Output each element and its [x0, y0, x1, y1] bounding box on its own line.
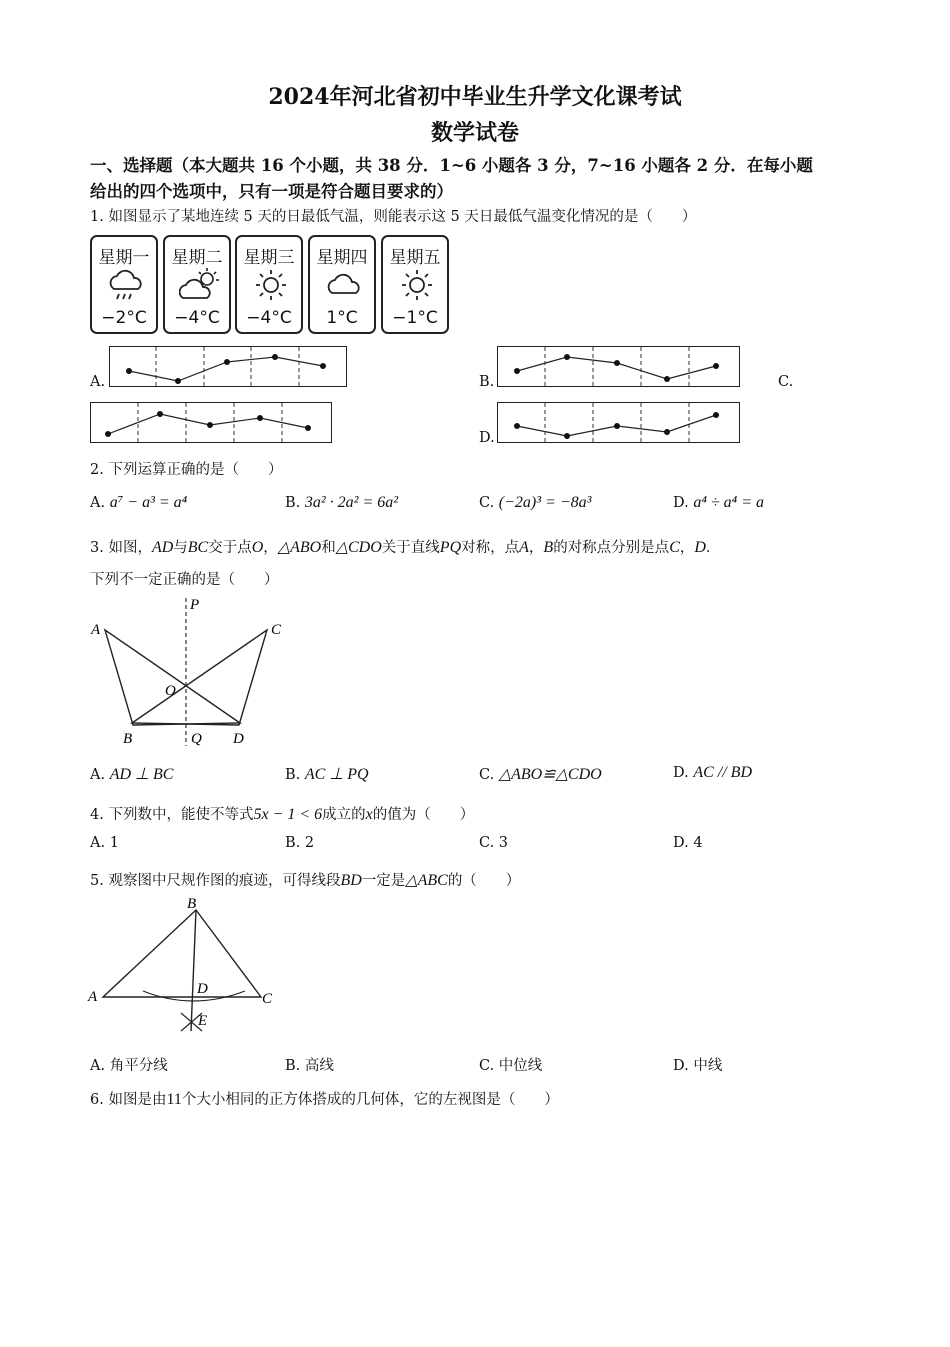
weather-card-monday [90, 235, 158, 334]
weather-temp: −1°C [392, 308, 438, 328]
q3-option-d-expr: AC // BD [693, 764, 752, 781]
q5-label-B: B [187, 896, 197, 912]
q3-figure-butterfly [85, 592, 295, 752]
q5-label-D: D [197, 981, 208, 997]
q1-option-b-graph [497, 346, 740, 387]
q5-label-A: A [88, 989, 98, 1005]
weather-card-friday [381, 235, 449, 334]
q3-option-c-expr: △ABO≌△CDO [498, 766, 602, 783]
q5-option-c: C. 中位线 [479, 1058, 543, 1074]
q2-option-b-expr: 3a² · 2a² = 6a² [304, 494, 399, 511]
q5-label-C: C [262, 991, 273, 1007]
question-2-stem: 2. 下列运算正确的是（ ） [90, 462, 283, 478]
q2-option-b [285, 494, 398, 512]
q3-option-d [673, 764, 752, 782]
exam-title: 2024年河北省初中毕业生升学文化课考试 [268, 84, 682, 110]
q3-label-B: B [123, 731, 133, 747]
q3-label-O: O [165, 683, 176, 699]
weather-temp: −2°C [101, 308, 147, 328]
weather-day-name: 星期三 [243, 248, 295, 268]
q3-label-D: D [233, 731, 244, 747]
question-4-stem: 4. 下列数中，能使不等式5x − 1 < 6成立的x的值为（ ） [90, 806, 475, 823]
q3-label-P: P [190, 597, 200, 613]
q5-label-E: E [198, 1013, 208, 1029]
weather-temp: −4°C [246, 308, 292, 328]
q3-label-A: A [91, 622, 101, 638]
weather-day-name: 星期五 [389, 248, 441, 268]
q1-option-d-graph [497, 402, 740, 443]
q4-option-d: D. 4 [673, 835, 703, 851]
sun-cloud-icon [179, 267, 223, 303]
q2-option-d-expr: a⁴ ÷ a⁴ = a [693, 494, 765, 511]
q3-label-C: C [271, 622, 282, 638]
q3-option-c-label: C. [479, 767, 495, 783]
q4-option-c: C. 3 [479, 835, 509, 851]
q2-option-c [479, 494, 591, 512]
weather-day-name: 星期二 [171, 248, 223, 268]
weather-temp: 1°C [326, 308, 358, 328]
q3-label-Q: Q [191, 731, 202, 747]
q2-option-a [90, 494, 187, 512]
question-3-stem: 3. 如图，AD与BC交于点O，△ABO和△CDO关于直线PQ对称，点A，B的对称点分别是点C，D． [90, 539, 721, 556]
q2-option-c-label: C. [479, 495, 495, 511]
weather-card-tuesday [163, 235, 231, 334]
q1-option-c-label: C. [778, 374, 794, 390]
weather-day-name: 星期一 [98, 248, 150, 268]
q5-option-b: B. 高线 [285, 1058, 334, 1074]
q3-option-c [479, 764, 602, 784]
question-5-stem: 5. 观察图中尺规作图的痕迹，可得线段BD一定是△ABC的（ ） [90, 872, 521, 889]
exam-subtitle: 数学试卷 [430, 120, 519, 146]
q3-option-a-expr: AD ⊥ BC [109, 766, 174, 783]
section-heading-line2: 给出的四个选项中，只有一项是符合题目要求的） [90, 182, 453, 201]
sun-icon [397, 267, 437, 303]
q1-option-a-label: A. [90, 374, 106, 390]
q1-option-c-graph [90, 402, 332, 443]
q2-option-d [673, 494, 764, 512]
sun-icon [251, 267, 291, 303]
weather-day-name: 星期四 [316, 248, 368, 268]
q3-option-a-label: A. [90, 767, 106, 783]
q3-option-a [90, 764, 173, 784]
q3-option-d-label: D. [673, 765, 689, 781]
q2-option-b-label: B. [285, 495, 301, 511]
cloud-icon [324, 267, 364, 303]
q5-figure-triangle [85, 895, 285, 1040]
question-1-stem: 1. 如图显示了某地连续 5 天的日最低气温，则能表示这 5 天日最低气温变化情况的是（ ） [90, 209, 697, 225]
q2-option-a-expr: a⁷ − a³ = a⁴ [109, 494, 188, 511]
q4-option-b: B. 2 [285, 835, 315, 851]
q1-option-a-graph [109, 346, 347, 387]
section-heading-line1: 一、选择题（本大题共 16 个小题，共 38 分．1~6 小题各 3 分，7~16 小题各 2 分．在每小题 [90, 156, 813, 175]
q2-option-a-label: A. [90, 495, 106, 511]
weather-card-wednesday [235, 235, 303, 334]
q2-option-c-expr: (−2a)³ = −8a³ [498, 494, 592, 511]
q1-option-d-label: D. [479, 430, 495, 446]
question-6-stem: 6. 如图是由11个大小相同的正方体搭成的几何体，它的左视图是（ ） [90, 1091, 559, 1108]
q3-option-b [285, 764, 369, 784]
q5-option-a: A. 角平分线 [90, 1058, 168, 1074]
weather-card-thursday [308, 235, 376, 334]
q2-option-d-label: D. [673, 495, 689, 511]
q4-option-a: A. 1 [90, 835, 119, 851]
q5-option-d: D. 中线 [673, 1058, 723, 1074]
question-3-line2: 下列不一定正确的是（ ） [90, 572, 279, 588]
q3-option-b-expr: AC ⊥ PQ [304, 766, 369, 783]
weather-temp: −4°C [174, 308, 220, 328]
q3-option-b-label: B. [285, 767, 301, 783]
q1-option-b-label: B. [479, 374, 495, 390]
rain-cloud-icon [106, 267, 146, 303]
